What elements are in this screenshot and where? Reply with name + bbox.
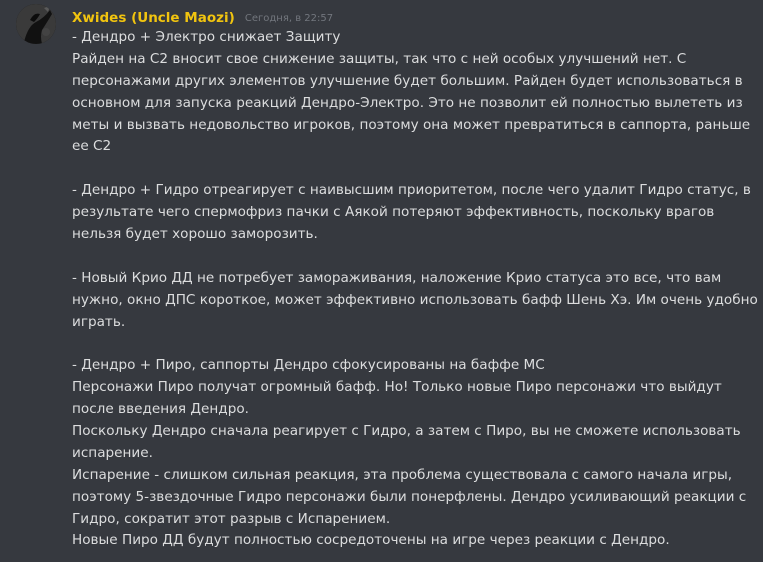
message-timestamp[interactable]: Сегодня, в 22:57	[244, 13, 334, 24]
avatar-figure-icon	[16, 4, 56, 44]
message-line: Поскольку Дендро сначала реагирует с Гидро, а затем с Пиро, вы не сможете использовать	[72, 423, 741, 440]
message-line: нельзя будет хорошо заморозить.	[72, 226, 318, 243]
message-line: испарение.	[72, 444, 153, 461]
message-line: результате чего спермофриз пачки с Аякой потеряют эффективность, поскольку врагов	[72, 204, 715, 221]
author-name[interactable]: Xwides (Uncle Maozi)	[72, 10, 235, 26]
message-line: Райден на С2 вносит свое снижение защиты, так что с ней особых улучшений нет. С	[72, 50, 687, 67]
message-line: основном для запуска реакций Дендро-Электро. Это не позволит ей полностью вылететь из	[72, 94, 743, 111]
message-line: Новые Пиро ДД будут полностью сосредоточены на игре через реакции с Дендро.	[72, 532, 670, 549]
message-line: - Дендро + Гидро отреагирует с наивысшим приоритетом, после чего удалит Гидро статус, в	[72, 182, 751, 199]
message-content	[72, 27, 758, 552]
message-line: Гидро, сократит этот разрыв с Испарением.	[72, 510, 391, 527]
message-line: меты и вызвать недовольство игроков, поэтому она может превратиться в саппорта, раньше	[72, 116, 751, 133]
blank-line	[72, 158, 740, 180]
blank-line	[72, 333, 740, 355]
message-line: персонажами других элементов улучшение будет большим. Райден будет использоваться в	[72, 72, 743, 89]
message-line: после введения Дендро.	[72, 401, 249, 418]
message-line: - Дендро + Электро снижает Защиту	[72, 29, 341, 45]
user-avatar[interactable]	[16, 4, 56, 44]
blank-line	[72, 246, 740, 268]
message-line: играть.	[72, 313, 126, 330]
message-line: ее С2	[72, 138, 112, 155]
message-line: нужно, окно ДПС короткое, может эффективно использовать бафф Шень Хэ. Им очень удобно	[72, 291, 758, 308]
message-line: Испарение - слишком сильная реакция, эта проблема существовала с самого начала игры,	[72, 466, 733, 483]
message-line: - Новый Крио ДД не потребует замораживания, наложение Крио статуса это все, что вам	[72, 269, 722, 286]
message-line: - Дендро + Пиро, саппорты Дендро сфокусированы на баффе МС	[72, 357, 545, 374]
message-line: Персонажи Пиро получат огромный бафф. Но! Только новые Пиро персонажи что выйдут	[72, 379, 722, 396]
message-line: поэтому 5-звездочные Гидро персонажи были понерфлены. Дендро усиливающий реакции с	[72, 488, 747, 505]
